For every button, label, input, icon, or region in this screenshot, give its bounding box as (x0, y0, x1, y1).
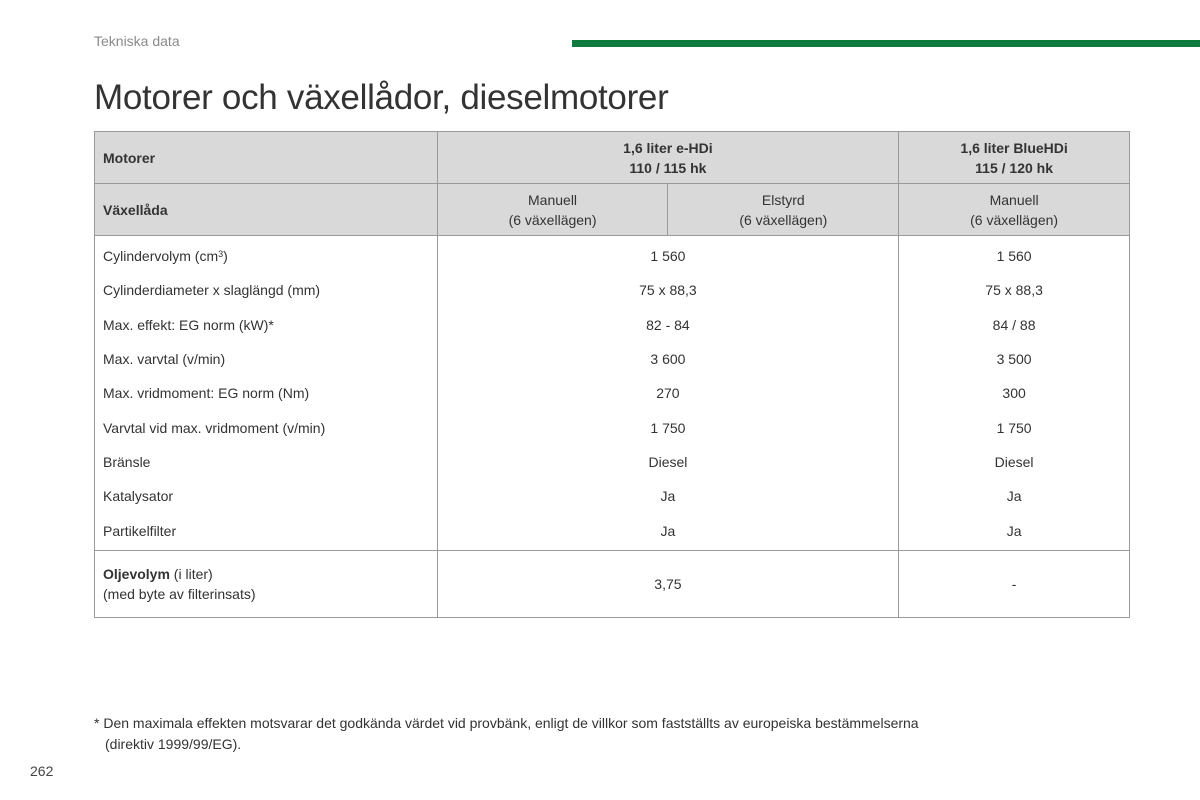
row-label: Cylinderdiameter x slaglängd (mm) (95, 273, 438, 307)
row-label-sup: 3 (218, 249, 224, 260)
gearbox-2-detail: (6 växellägen) (739, 211, 828, 228)
row-label: Bränsle (95, 445, 438, 479)
row-label: Max. varvtal (v/min) (95, 342, 438, 376)
gearbox-1 (437, 184, 668, 236)
row-value-engine-2: Ja (899, 513, 1130, 550)
row-value-engine-2: Diesel (899, 445, 1130, 479)
oil-volume-unit: (i liter) (169, 565, 213, 582)
gearbox-header-row (95, 184, 1130, 236)
table-row (95, 376, 1130, 410)
footnote (94, 713, 1144, 755)
row-value-engine-2: 3 500 (899, 342, 1130, 376)
row-label: Katalysator (95, 479, 438, 513)
row-label (95, 236, 438, 274)
row-value-engine-1: 1 560 (437, 236, 899, 274)
table-row (95, 273, 1130, 307)
section-accent-bar (572, 40, 1200, 47)
row-value-engine-2: 84 / 88 (899, 308, 1130, 342)
row-label: Max. effekt: EG norm (kW)* (95, 308, 438, 342)
row-value-engine-2: 1 560 (899, 236, 1130, 274)
row-value-engine-2: Ja (899, 479, 1130, 513)
engine-1-header (437, 132, 899, 184)
engine-1-power: 110 / 115 hk (629, 159, 707, 176)
row-label: Varvtal vid max. vridmoment (v/min) (95, 410, 438, 444)
row-value-engine-1: 82 - 84 (437, 308, 899, 342)
row-value-engine-1: Ja (437, 513, 899, 550)
table-row (95, 479, 1130, 513)
engine-2-name: 1,6 liter BlueHDi (960, 139, 1068, 156)
engine-1-name: 1,6 liter e-HDi (623, 139, 713, 156)
row-value-engine-1: 1 750 (437, 410, 899, 444)
oil-volume-row (95, 550, 1130, 617)
row-value-engine-1: 75 x 88,3 (437, 273, 899, 307)
row-value-engine-1: Diesel (437, 445, 899, 479)
gearbox-1-type: Manuell (528, 191, 578, 208)
table-row (95, 236, 1130, 274)
engine-2-power: 115 / 120 hk (975, 159, 1054, 176)
table-row (95, 513, 1130, 550)
gearbox-label: Växellåda (95, 184, 438, 236)
oil-volume-engine-2: - (899, 550, 1130, 617)
row-value-engine-1: 3 600 (437, 342, 899, 376)
table-row (95, 410, 1130, 444)
engine-spec-table (94, 131, 1130, 618)
row-value-engine-1: 270 (437, 376, 899, 410)
engine-header-row (95, 132, 1130, 184)
row-value-engine-1: Ja (437, 479, 899, 513)
footnote-line-1: * Den maximala effekten motsvarar det godkända värdet vid provbänk, enligt de villkor som fastställts av europeiska bestämmelserna (94, 715, 919, 731)
section-label: Tekniska data (94, 33, 180, 49)
footnote-line-2: (direktiv 1999/99/EG). (105, 736, 242, 752)
oil-volume-engine-1: 3,75 (437, 550, 899, 617)
gearbox-3 (899, 184, 1130, 236)
row-value-engine-2: 75 x 88,3 (899, 273, 1130, 307)
row-label-text: Cylindervolym (cm (103, 248, 219, 265)
gearbox-3-type: Manuell (989, 191, 1039, 208)
oil-volume-title: Oljevolym (103, 565, 170, 582)
oil-volume-label (95, 550, 438, 617)
engine-2-header (899, 132, 1130, 184)
gearbox-1-detail: (6 växellägen) (508, 211, 597, 228)
oil-volume-note: (med byte av filterinsats) (103, 585, 256, 602)
row-label: Max. vridmoment: EG norm (Nm) (95, 376, 438, 410)
gearbox-2 (668, 184, 899, 236)
table-row (95, 342, 1130, 376)
row-value-engine-2: 1 750 (899, 410, 1130, 444)
engine-label: Motorer (95, 132, 438, 184)
table-row (95, 445, 1130, 479)
gearbox-3-detail: (6 växellägen) (970, 211, 1059, 228)
row-label: Partikelfilter (95, 513, 438, 550)
row-value-engine-2: 300 (899, 376, 1130, 410)
page-title: Motorer och växellådor, dieselmotorer (94, 78, 669, 117)
row-label-end: ) (223, 248, 228, 265)
table-row (95, 308, 1130, 342)
page-number: 262 (30, 763, 54, 779)
gearbox-2-type: Elstyrd (761, 191, 805, 208)
